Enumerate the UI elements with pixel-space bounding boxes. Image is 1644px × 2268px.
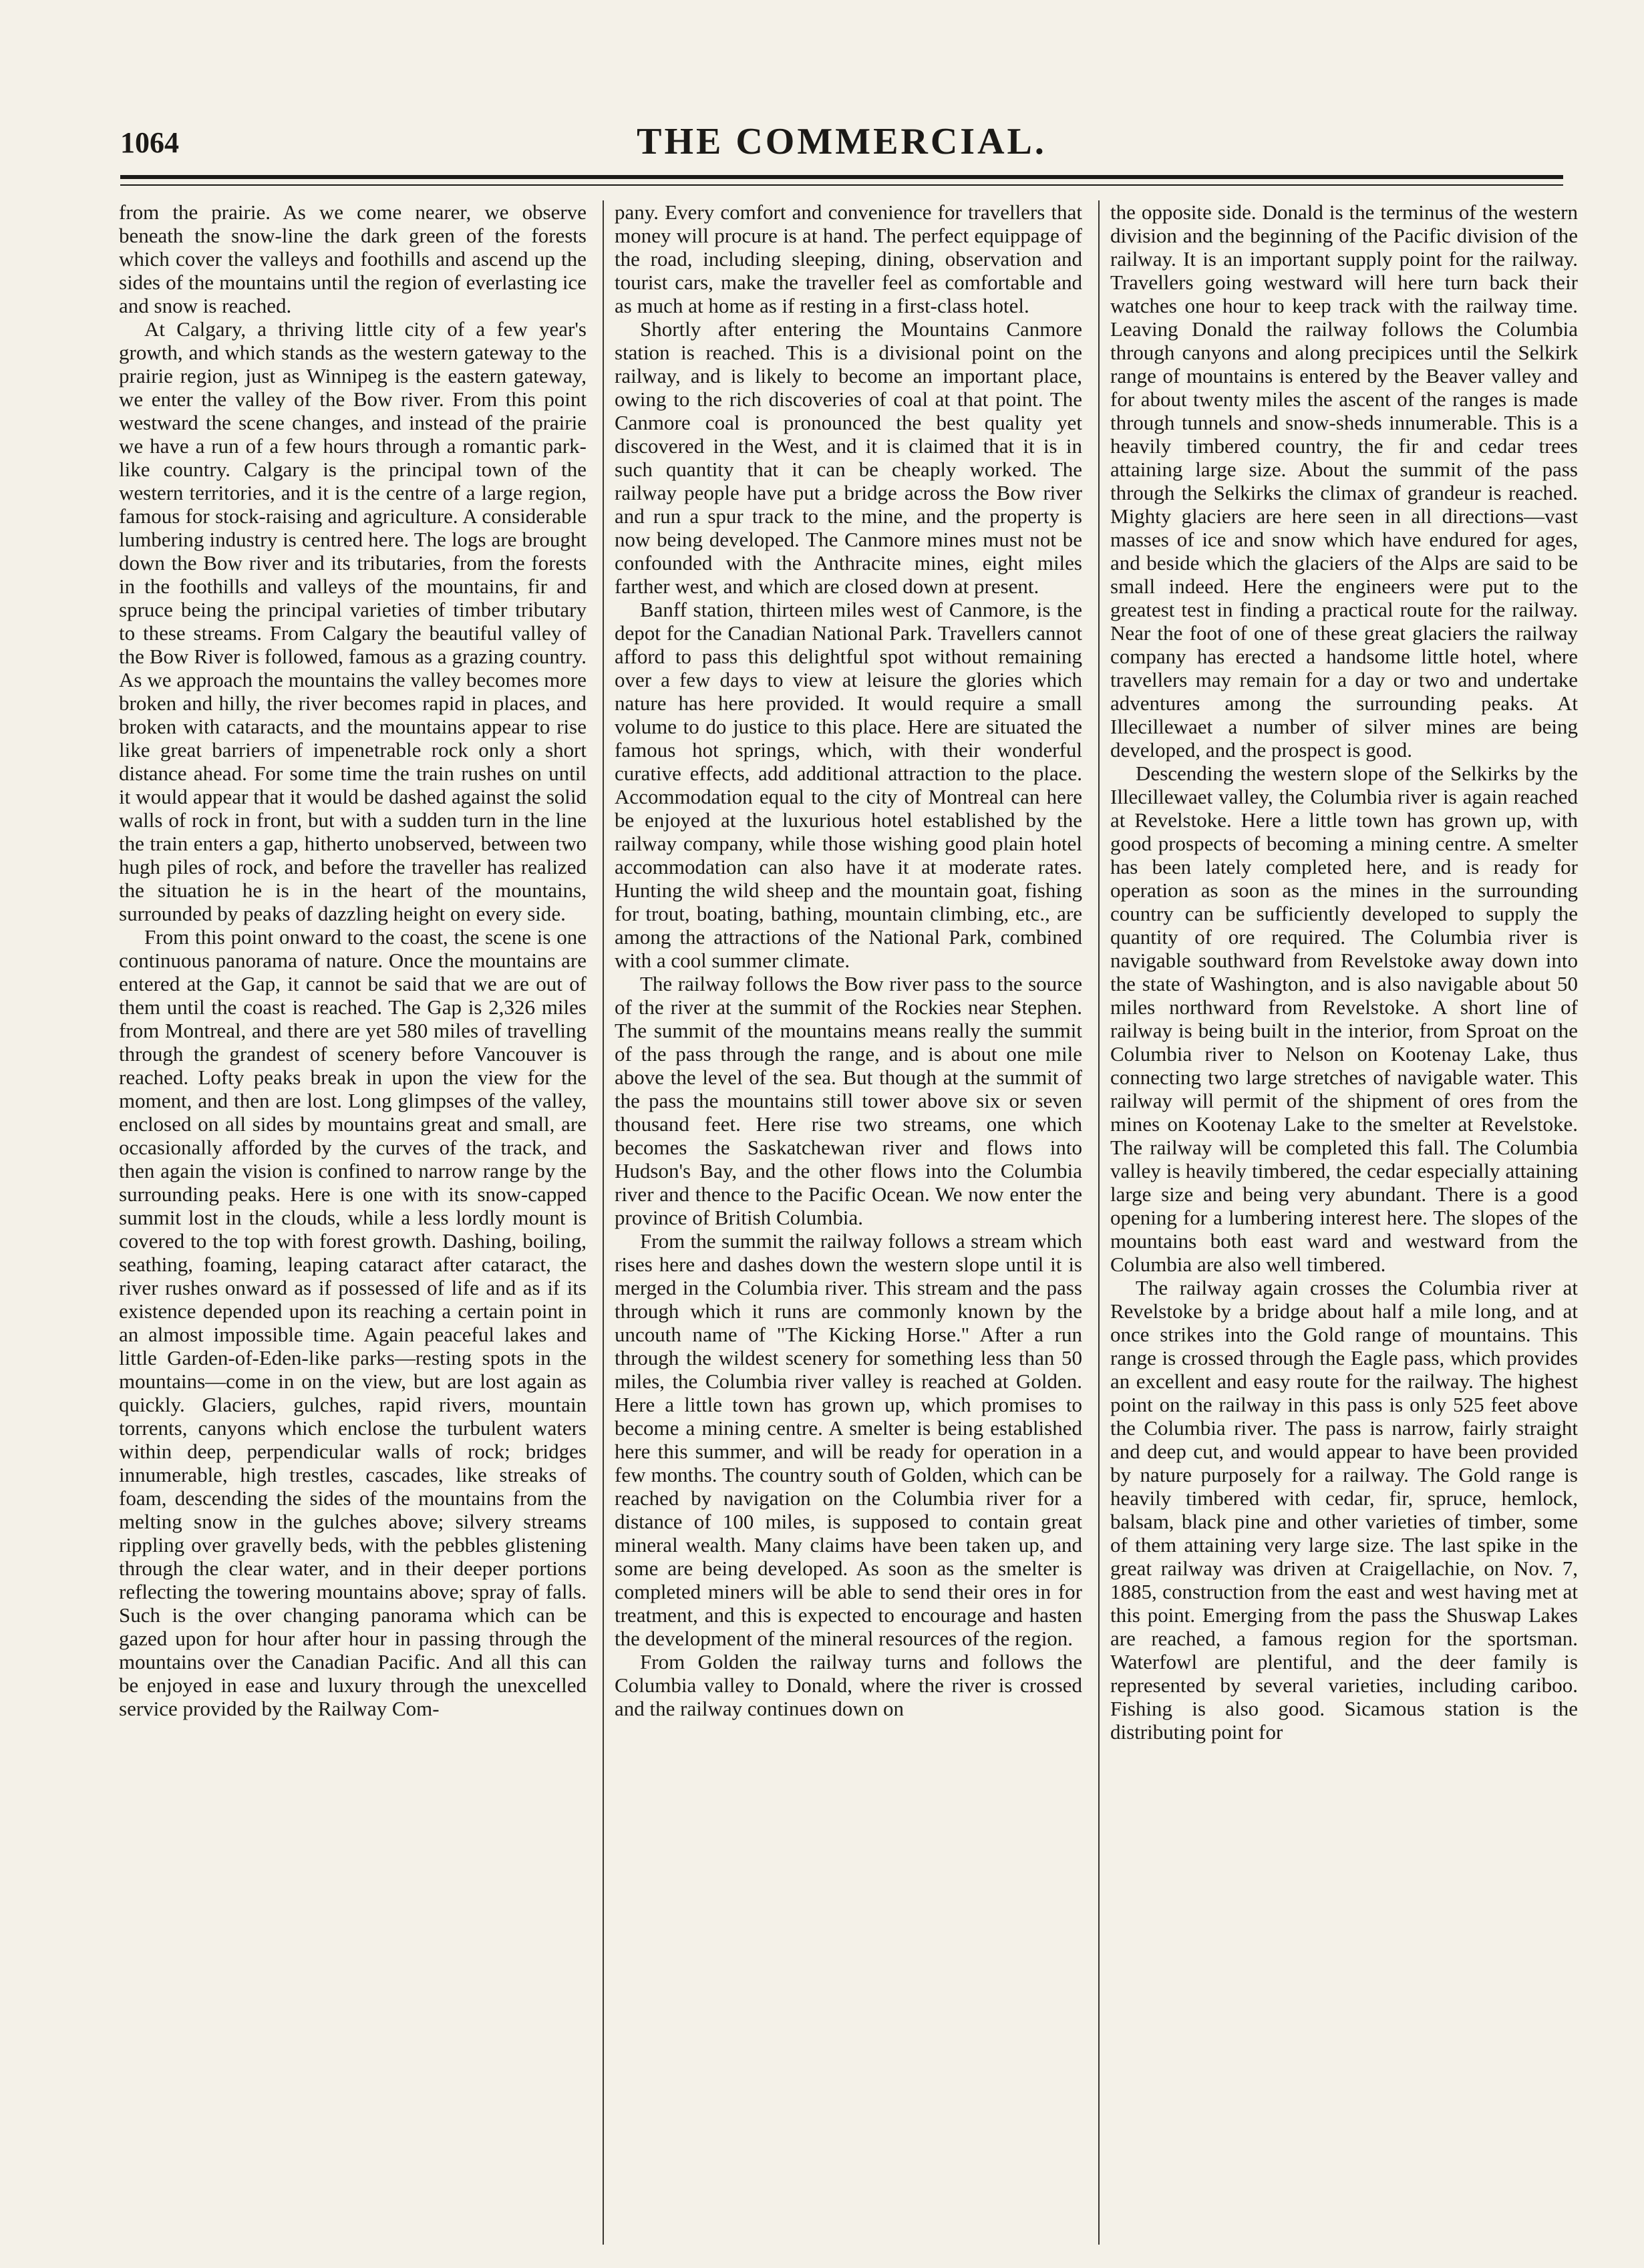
paragraph: At Calgary, a thriving little city of a few year's growth, and which stands as the western gateway to the prairie region, just as Winnipeg is the eastern gateway, we enter the valley of the Bow river. From this point westward the scene changes, and instead of the prairie we have a run of a few hours through a romantic park-like country. Calgary is the principal town of the western territories, and it is the centre of a large region, famous for stock-raising and agriculture. A considerable lumbering industry is centred here. The logs are brought down the Bow river and its tributaries, from the forests in the foothills and valleys of the mountains, fir and spruce being the principal varieties of timber tributary to these streams. From Calgary the beautiful valley of the Bow River is followed, famous as a grazing country. As we approach the mountains the valley becomes more broken and hilly, the river becomes rapid in places, and broken with cataracts, and the mountains appear to rise like great barriers of impenetrable rock only a short distance ahead. For some time the train rushes on until it would appear that it would be dashed against the solid walls of rock in front, but with a sudden turn in the line the train enters a gap, hitherto unobserved, between two hugh piles of rock, and before the traveller has realized the situation he is in the heart of the mountains, surrounded by peaks of dazzling height on every side. xyxy=(119,317,587,925)
text-column-1 xyxy=(119,200,587,2245)
column-divider xyxy=(1098,200,1100,2245)
paragraph: the opposite side. Donald is the terminus of the western division and the beginning of the Pacific division of the railway. It is an important supply point for the railway. Travellers going westward will here turn back their watches one hour to keep track with the railway time. Leaving Donald the railway follows the Columbia through canyons and along precipices until the Selkirk range of mountains is entered by the Beaver valley and for about twenty miles the ascent of the ranges is made through tunnels and snow-sheds innumerable. This is a heavily timbered country, the fir and cedar trees attaining large size. About the summit of the pass through the Selkirks the climax of grandeur is reached. Mighty glaciers are here seen in all directions—vast masses of ice and snow which have endured for ages, and beside which the glaciers of the Alps are said to be small indeed. Here the engineers were put to the greatest test in finding a practical route for the railway. Near the foot of one of these great glaciers the railway company has erected a handsome little hotel, where travellers may remain for a day or two and undertake adventures among the surrounding peaks. At Illecillewaet a number of silver mines are being developed, and the prospect is good. xyxy=(1110,200,1578,762)
paragraph: from the prairie. As we come nearer, we observe beneath the snow-line the dark green of the forests which cover the valleys and foothills and ascend up the sides of the mountains until the region of everlasting ice and snow is reached. xyxy=(119,200,587,317)
paragraph: pany. Every comfort and convenience for travellers that money will procure is at hand. The perfect equippage of the road, including sleeping, dining, observation and tourist cars, make the traveller feel as comfortable and as much at home as if resting in a first-class hotel. xyxy=(615,200,1082,317)
paragraph: Banff station, thirteen miles west of Canmore, is the depot for the Canadian National Park. Travellers cannot afford to pass this delightful spot without remaining over a few days to view at leisure the glories which nature has here provided. It would require a small volume to do justice to this place. Here are situated the famous hot springs, which, with their wonderful curative effects, add additional attraction to the place. Accommodation equal to the city of Montreal can here be enjoyed at the luxurious hotel established by the railway company, while those wishing good plain hotel accommodation can also have it at moderate rates. Hunting the wild sheep and the mountain goat, fishing for trout, boating, bathing, mountain climbing, etc., are among the attractions of the National Park, combined with a cool summer climate. xyxy=(615,598,1082,972)
paragraph: The railway again crosses the Columbia river at Revelstoke by a bridge about half a mile long, and at once strikes into the Gold range of mountains. This range is crossed through the Eagle pass, which provides an excellent and easy route for the railway. The highest point on the railway in this pass is only 525 feet above the Columbia river. The pass is narrow, fairly straight and deep cut, and would appear to have been provided by nature purposely for a railway. The Gold range is heavily timbered with cedar, fir, spruce, hemlock, balsam, black pine and other varieties of timber, some of them attaining very large size. The last spike in the great railway was driven at Craigellachie, on Nov. 7, 1885, construction from the east and west having met at this point. Emerging from the pass the Shuswap Lakes are reached, a famous region for the sportsman. Waterfowl are plentiful, and the deer family is represented by several varieties, including cariboo. Fishing is also good. Sicamous station is the distributing point for xyxy=(1110,1276,1578,1744)
page-number: 1064 xyxy=(120,126,179,159)
paragraph: From this point onward to the coast, the scene is one continuous panorama of nature. Once the mountains are entered at the Gap, it cannot be said that we are out of them until the coast is reached. The Gap is 2,326 miles from Montreal, and there are yet 580 miles of travelling through the grandest of scenery before Vancouver is reached. Lofty peaks break in upon the view for the moment, and then are lost. Long glimpses of the valley, enclosed on all sides by mountains great and small, are occasionally afforded by the curves of the track, and then again the vision is confined to narrow range by the surrounding peaks. Here is one with its snow-capped summit lost in the clouds, while a less lordly mount is covered to the top with forest growth. Dashing, boiling, seathing, foaming, leaping cataract after cataract, the river rushes onward as if possessed of life and as if its existence depended upon its reaching a certain point in an almost impossible time. Again peaceful lakes and little Garden-of-Eden-like parks—resting spots in the mountains—come in on the view, but are lost again as quickly. Glaciers, gulches, rapid rivers, mountain torrents, canyons which enclose the turbulent waters within deep, perpendicular walls of rock; bridges innumerable, high trestles, cascades, like streaks of foam, descending the sides of the mountains from the melting snow in the gulches above; silvery streams rippling over gravelly beds, with the pebbles glistening through the clear water, and in their deeper portions reflecting the towering mountains above; spray of falls. Such is the over changing panorama which can be gazed upon for hour after hour in passing through the mountains over the Canadian Pacific. And all this can be enjoyed in ease and luxury through the unexcelled service provided by the Railway Com- xyxy=(119,925,587,1720)
paragraph: Shortly after entering the Mountains Canmore station is reached. This is a divisional point on the railway, and is likely to become an important place, owing to the rich discoveries of coal at that point. The Canmore coal is pronounced the best quality yet discovered in the West, and it is claimed that it is in such quantity that it can be cheaply worked. The railway people have put a bridge across the Bow river and run a spur track to the mine, and the property is now being developed. The Canmore mines must not be confounded with the Anthracite mines, eight miles farther west, and which are closed down at present. xyxy=(615,317,1082,598)
header-rule xyxy=(120,175,1563,179)
paragraph: From Golden the railway turns and follows the Columbia valley to Donald, where the river is crossed and the railway continues down on xyxy=(615,1650,1082,1720)
text-column-3 xyxy=(1110,200,1578,2245)
masthead-title: THE COMMERCIAL. xyxy=(637,121,1047,162)
paragraph: From the summit the railway follows a stream which rises here and dashes down the western slope until it is merged in the Columbia river. This stream and the pass through which it runs are commonly known by the uncouth name of "The Kicking Horse." After a run through the wildest scenery for something less than 50 miles, the Columbia river valley is reached at Golden. Here a little town has grown up, which promises to become a mining centre. A smelter is being established here this summer, and will be ready for operation in a few months. The country south of Golden, which can be reached by navigation on the Columbia river for a distance of 100 miles, is supposed to contain great mineral wealth. Many claims have been taken up, and some are being developed. As soon as the smelter is completed miners will be able to send their ores in for treatment, and this is expected to encourage and hasten the development of the mineral resources of the region. xyxy=(615,1229,1082,1650)
paragraph: The railway follows the Bow river pass to the source of the river at the summit of the Rockies near Stephen. The summit of the mountains means really the summit of the pass through the range, and is about one mile above the level of the sea. But though at the summit of the pass the mountains still tower above six or seven thousand feet. Here rise two streams, one which becomes the Saskatchewan river and flows into Hudson's Bay, and the other flows into the Columbia river and thence to the Pacific Ocean. We now enter the province of British Columbia. xyxy=(615,972,1082,1229)
text-column-2 xyxy=(615,200,1082,2245)
column-divider xyxy=(603,200,604,2245)
paragraph: Descending the western slope of the Selkirks by the Illecillewaet valley, the Columbia river is again reached at Revelstoke. Here a little town has grown up, with good prospects of becoming a mining centre. A smelter has been lately completed here, and is ready for operation as soon as the mines in the surrounding country can be sufficiently developed to supply the quantity of ore required. The Columbia river is navigable southward from Revelstoke away down into the state of Washington, and is also navigable about 50 miles northward from Revelstoke. A short line of railway is being built in the interior, from Sproat on the Columbia river to Nelson on Kootenay Lake, thus connecting two large stretches of navigable water. This railway will permit of the shipment of ores from the mines on Kootenay Lake to the smelter at Revelstoke. The railway will be completed this fall. The Columbia valley is heavily timbered, the cedar especially attaining large size and being very abundant. There is a good opening for a lumbering interest here. The slopes of the mountains both east ward and westward from the Columbia are also well timbered. xyxy=(1110,762,1578,1276)
header-rule-thin xyxy=(120,184,1563,186)
page-header xyxy=(120,120,1563,167)
